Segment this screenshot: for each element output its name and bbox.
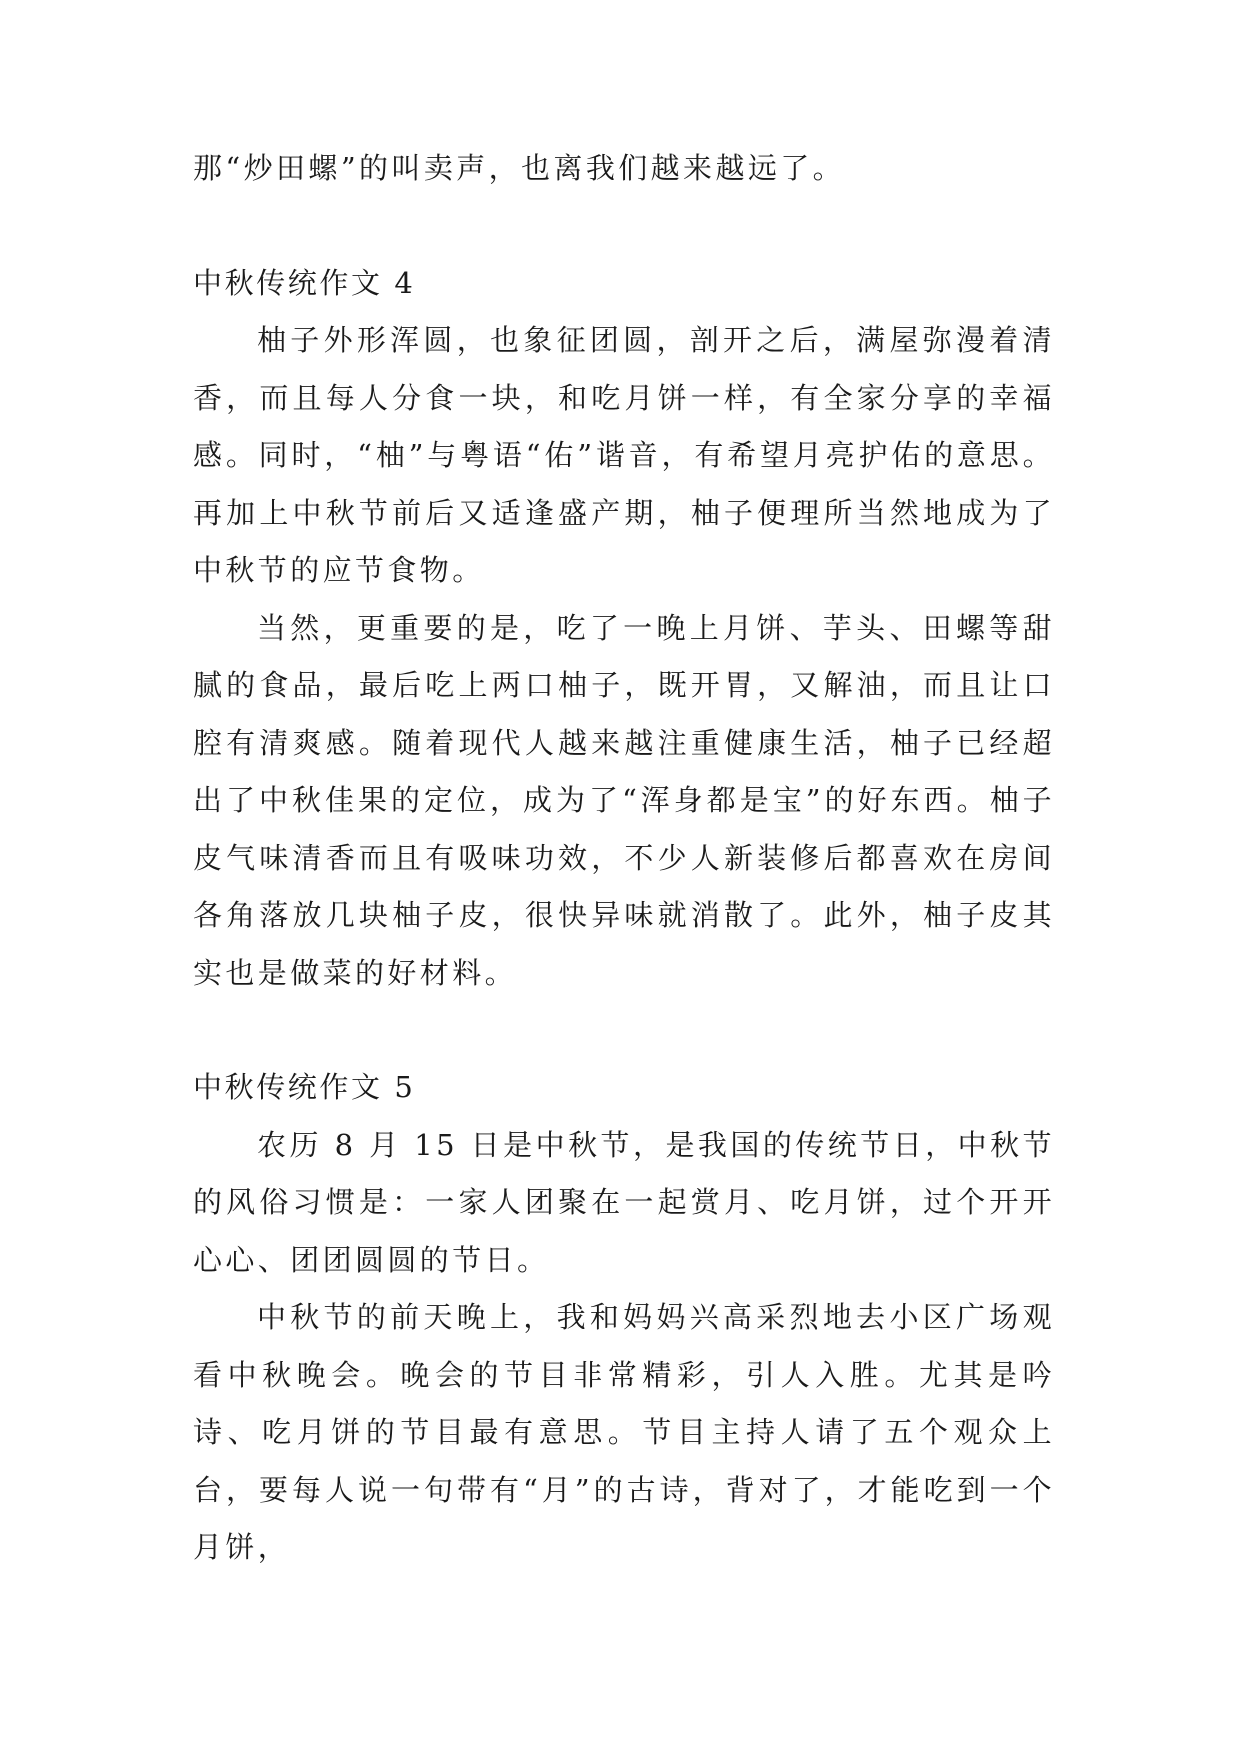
- paragraph: 农历 8 月 15 日是中秋节，是我国的传统节日，中秋节的风俗习惯是：一家人团聚在一起赏月、吃月饼，过个开开心心、团团圆圆的节日。: [193, 1127, 1055, 1277]
- section-heading-5: 中秋传统作文 5: [193, 1070, 416, 1104]
- spacer: [193, 1002, 1055, 1059]
- paragraph: 当然，更重要的是，吃了一晚上月饼、芋头、田螺等甜腻的食品，最后吃上两口柚子，既开胃，又解油，而且让口腔有清爽感。随着现代人越来越注重健康生活，柚子已经超出了中秋佳果的定位，成为了“浑身都是宝”的好东西。柚子皮气味清香而且有吸味功效，不少人新装修后都喜欢在房间各角落放几块柚子皮，很快异味就消散了。此外，柚子皮其实也是做菜的好材料。: [193, 610, 1055, 990]
- paragraph-continuation: 那“炒田螺”的叫卖声，也离我们越来越远了。: [193, 151, 846, 185]
- paragraph: 柚子外形浑圆，也象征团圆，剖开之后，满屋弥漫着清香，而且每人分食一块，和吃月饼一样，有全家分享的幸福感。同时，“柚”与粤语“佑”谐音，有希望月亮护佑的意思。再加上中秋节前后又适逢盛产期，柚子便理所当然地成为了中秋节的应节食物。: [193, 323, 1055, 587]
- section-heading-4: 中秋传统作文 4: [193, 265, 416, 300]
- document-page: [193, 140, 1055, 1577]
- spacer: [193, 198, 1055, 255]
- paragraph: 中秋节的前天晚上，我和妈妈兴高采烈地去小区广场观看中秋晚会。晚会的节目非常精彩，引人入胜。尤其是吟诗、吃月饼的节目最有意思。节目主持人请了五个观众上台，要每人说一句带有“月”的古诗，背对了，才能吃到一个月饼，: [193, 1300, 1055, 1564]
